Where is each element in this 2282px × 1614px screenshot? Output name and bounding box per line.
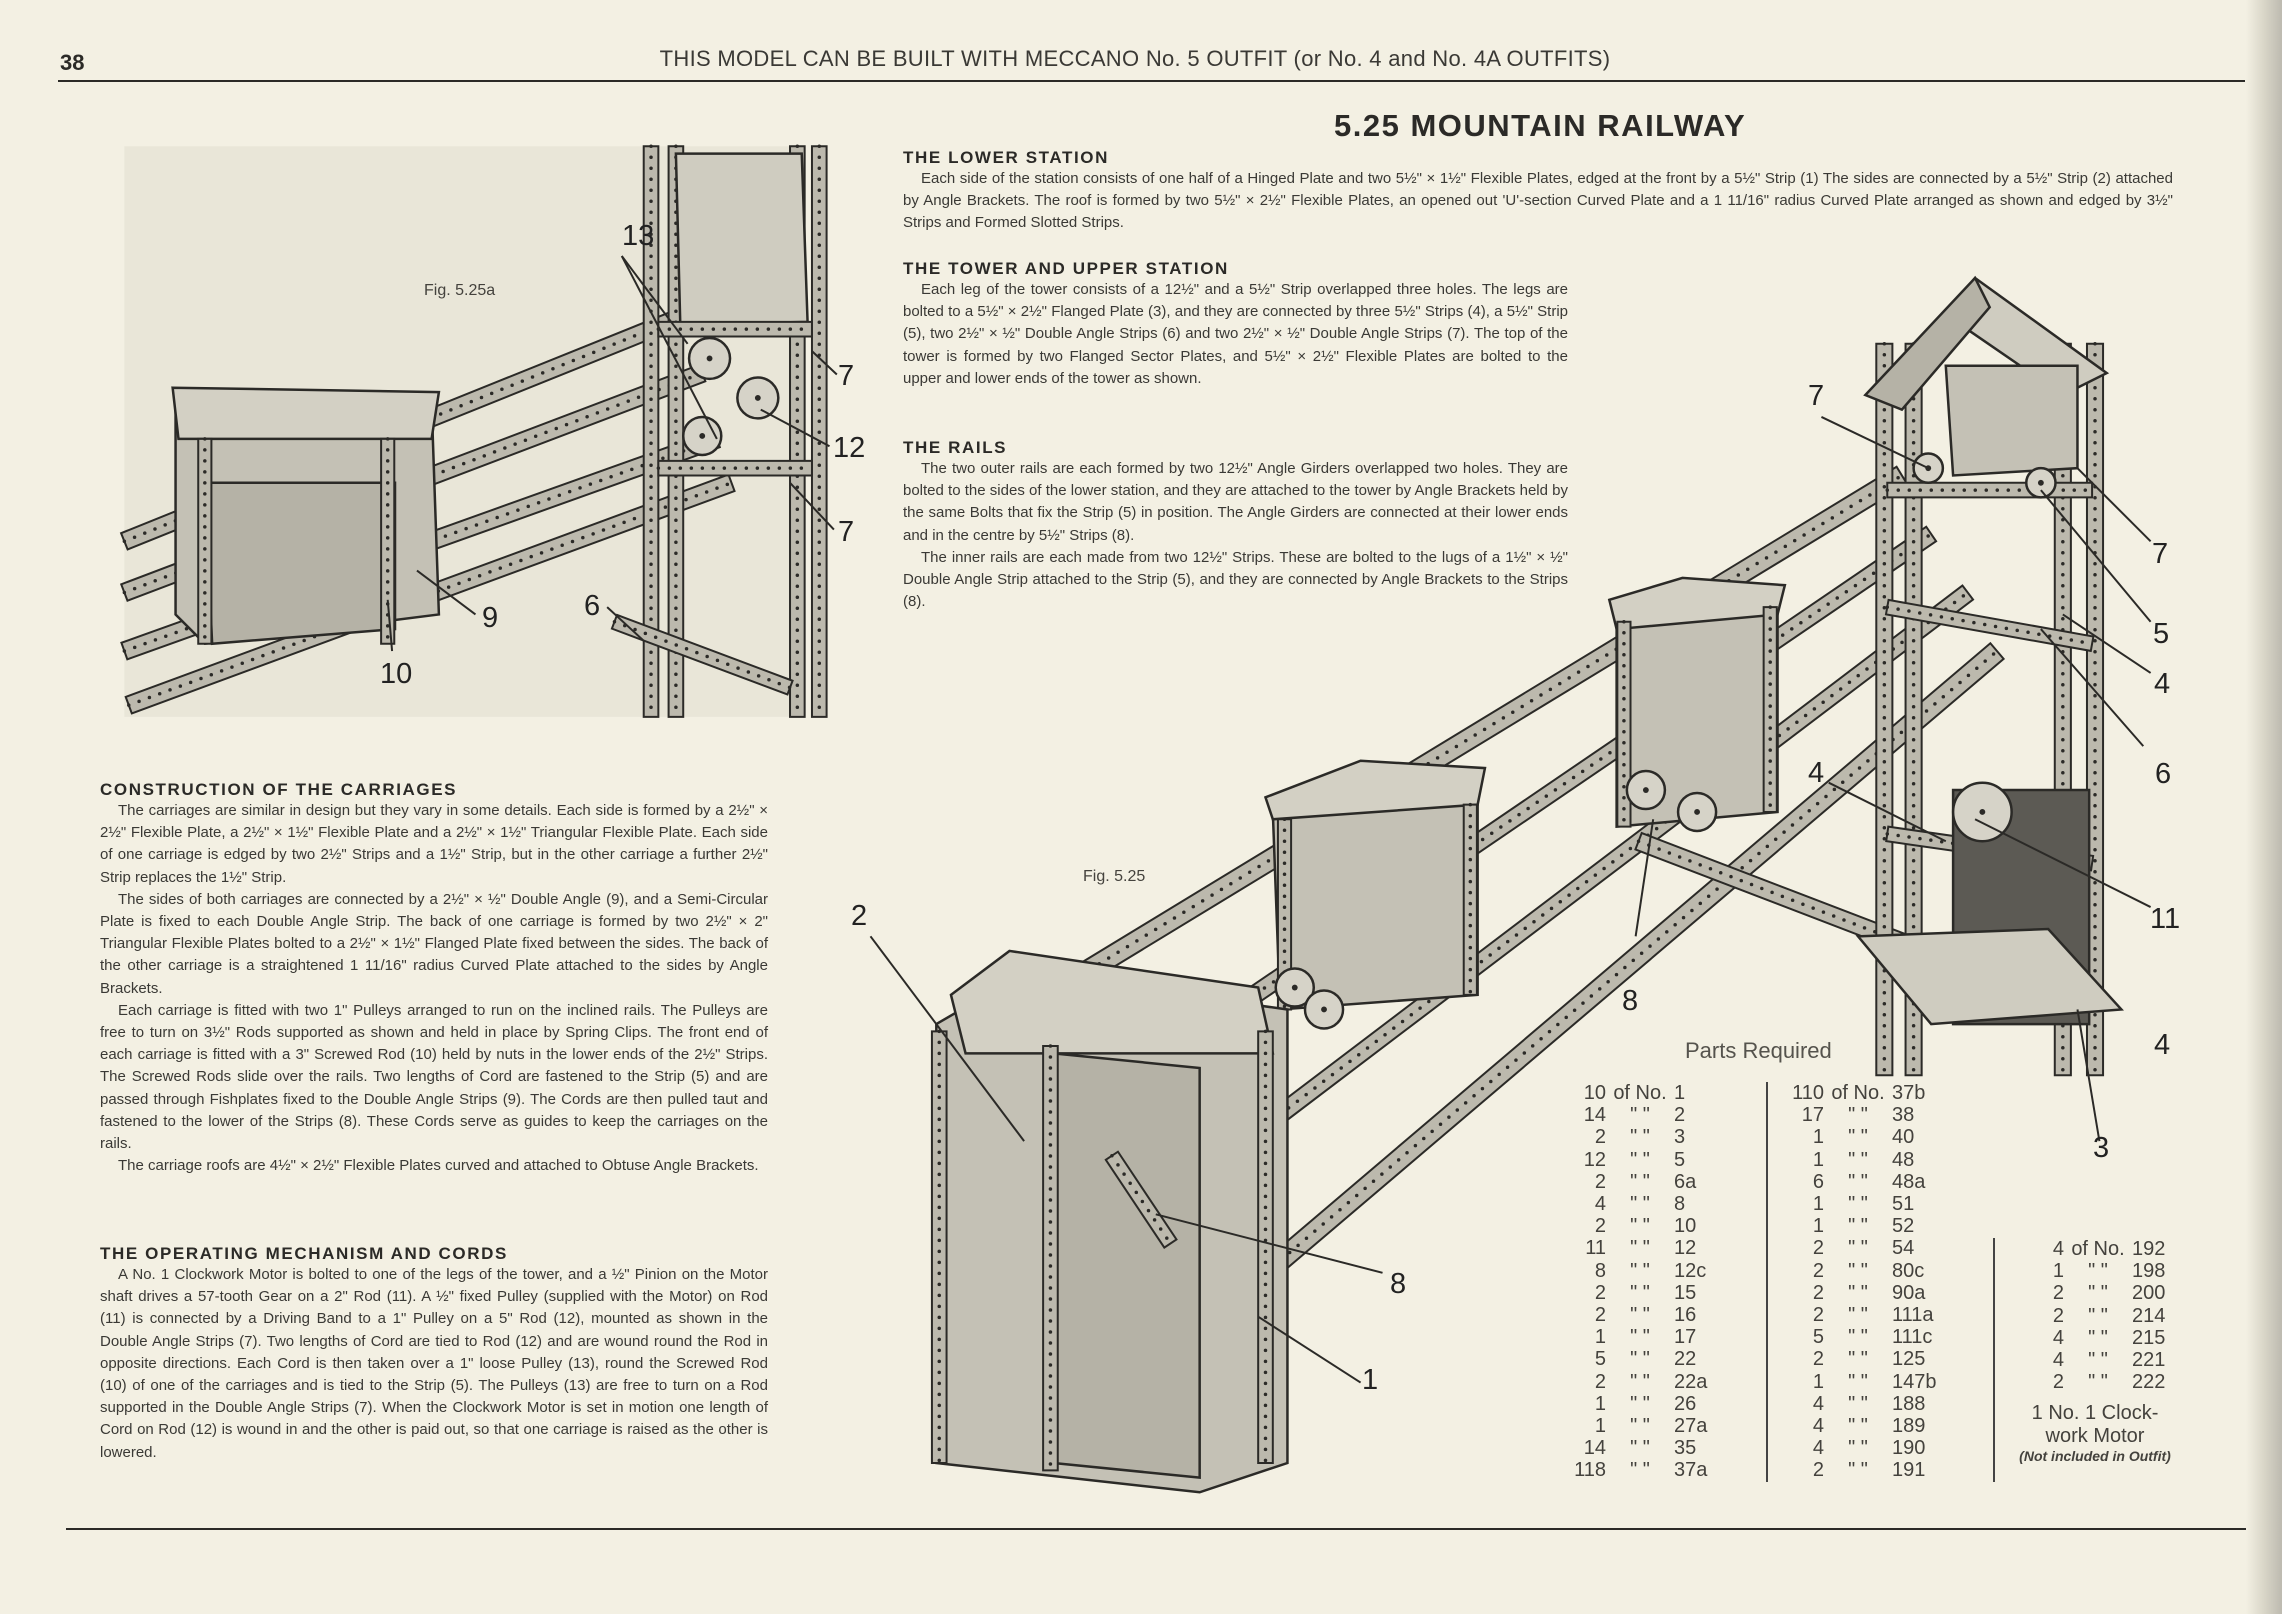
part-quantity: 14 <box>1583 1437 1606 1460</box>
part-quantity: 1 <box>1812 1215 1824 1238</box>
strip-1 <box>1043 1046 1058 1470</box>
section-lower-station <box>903 148 2173 235</box>
fig-main-callout: 7 <box>1808 380 1825 412</box>
part-of-label: " " <box>1630 1148 1650 1171</box>
pulley-boss <box>699 433 705 439</box>
parts-row <box>1572 1149 1728 1171</box>
parts-row <box>1572 1415 1728 1437</box>
not-included-note: (Not included in Outfit) <box>2019 1448 2171 1464</box>
running-header: THIS MODEL CAN BE BUILT WITH MECCANO No. 5 OUTFIT (or No. 4 and No. 4A OUTFITS) <box>659 46 1611 71</box>
paragraph: A No. 1 Clockwork Motor is bolted to one of the legs of the tower, and a ½" Pinion on the Motor shaft drives a 57-tooth Gear on a 2" Rod (11). A ½" fixed Pulley (supplied with the Motor) on Rod (11) is connected by a Driving Band to a 1" Pulley on a 5" Rod (12), mounted as shown in the Double Angle Strips (7). Two lengths of Cord are tied to Rod (12) and are wound round the Rod in opposite directions. Each Cord is then taken over a 1" loose Pulley (13), round the Screwed Rod (10) of one of the carriages and is tied to the Strip (5). The Pulleys (13) are free to turn on a Rod supported in the Double Angle Strips (7). When the Clockwork Motor is set in motion one length of Cord on Rod (12) is wound in and the other is paid out, so that one carriage is raised as the other is lowered. <box>100 1266 768 1461</box>
part-quantity: 110 <box>1792 1082 1824 1104</box>
part-number: 111a <box>1892 1304 1934 1327</box>
parts-row <box>1790 1149 1946 1171</box>
part-number: 1 <box>1674 1082 1686 1104</box>
part-number: 214 <box>2132 1304 2166 1327</box>
page-number: 38 <box>60 50 85 75</box>
part-number: 27a <box>1674 1415 1708 1438</box>
parts-row <box>1572 1304 1728 1326</box>
parts-row <box>1790 1459 1946 1481</box>
figure-caption-a: Fig. 5.25a <box>424 282 496 299</box>
parts-row <box>2030 1327 2186 1349</box>
part-of-label: " " <box>1630 1304 1650 1327</box>
part-quantity: 2 <box>2052 1371 2064 1394</box>
fig-a-callout: 9 <box>482 602 499 634</box>
part-number: 26 <box>1674 1392 1697 1415</box>
fig-main-callout: 4 <box>2154 1029 2171 1061</box>
fig-a-callout: 13 <box>622 220 655 252</box>
part-number: 8 <box>1674 1193 1686 1216</box>
pulley-boss <box>1292 985 1298 991</box>
part-number: 10 <box>1674 1215 1697 1238</box>
part-number: 192 <box>2132 1238 2166 1260</box>
carriage-strip <box>381 439 394 644</box>
fig-main-callout: 4 <box>1808 757 1825 789</box>
part-quantity: 2 <box>2052 1282 2064 1305</box>
carriage-panel <box>205 483 395 644</box>
part-of-label: " " <box>1848 1281 1868 1304</box>
section-heading: CONSTRUCTION OF THE CARRIAGES <box>100 780 458 799</box>
parts-row <box>1790 1126 1946 1148</box>
part-quantity: 4 <box>1812 1415 1824 1438</box>
pulley-boss <box>1321 1007 1327 1013</box>
fig-main-callout: 4 <box>2154 668 2171 700</box>
carriage-strip <box>198 439 211 644</box>
parts-column-1 <box>1572 1082 1728 1482</box>
parts-row <box>1572 1104 1728 1126</box>
part-of-label: " " <box>1630 1259 1650 1282</box>
part-number: 12c <box>1674 1259 1707 1282</box>
paragraph: Each leg of the tower consists of a 12½" and a 5½" Strip overlapped three holes. The legs are bolted to a 5½" × 2½" Flanged Plate (3), and they are connected by three 5½" Strips (4), a 5½" Strip (5), two 2½" × ½" Double Angle Strips (6) and two 2½" × ½" Double Angle Strips (7). The top of the tower is formed by two Flanged Sector Plates, and 5½" × 2½" Flexible Plates are bolted to the upper and lower ends of the tower as shown. <box>903 281 1568 387</box>
section-mechanism <box>100 1244 768 1464</box>
part-quantity: 10 <box>1583 1082 1606 1104</box>
part-of-label: " " <box>2088 1260 2108 1283</box>
page-title: 5.25 MOUNTAIN RAILWAY <box>1334 108 1747 143</box>
parts-row <box>1790 1082 1946 1104</box>
section-heading: THE RAILS <box>903 438 1008 457</box>
parts-row <box>1572 1459 1728 1481</box>
parts-row <box>1572 1437 1728 1459</box>
part-quantity: 2 <box>1594 1215 1606 1238</box>
part-number: 90a <box>1892 1281 1926 1304</box>
parts-row <box>1572 1193 1728 1215</box>
strip-5 <box>1887 483 2092 498</box>
parts-row <box>1790 1193 1946 1215</box>
part-of-label: " " <box>2088 1326 2108 1349</box>
fig-a-callout: 6 <box>584 590 601 622</box>
footer-rule <box>66 1528 2246 1530</box>
part-number: 22 <box>1674 1348 1697 1371</box>
part-number: 52 <box>1892 1215 1915 1238</box>
parts-row <box>1572 1237 1728 1259</box>
part-number: 22a <box>1674 1370 1708 1393</box>
figure-caption-main: Fig. 5.25 <box>1083 868 1146 885</box>
pulley-boss <box>755 395 761 401</box>
part-quantity: 5 <box>1812 1326 1824 1349</box>
tower-top-plate <box>676 154 808 325</box>
parts-row <box>2030 1349 2186 1371</box>
part-quantity: 1 <box>1594 1392 1606 1415</box>
part-of-label: " " <box>2088 1282 2108 1305</box>
part-quantity: 2 <box>1812 1348 1824 1371</box>
part-of-label: " " <box>1848 1170 1868 1193</box>
part-number: 38 <box>1892 1104 1915 1127</box>
part-quantity: 2 <box>1594 1126 1606 1149</box>
part-number: 111c <box>1892 1326 1933 1349</box>
part-of-label: " " <box>1630 1170 1650 1193</box>
part-of-label: " " <box>1848 1193 1868 1216</box>
part-quantity: 2 <box>2052 1304 2064 1327</box>
page-binding-shadow <box>2246 0 2282 1614</box>
part-number: 125 <box>1892 1348 1926 1371</box>
part-number: 37b <box>1892 1082 1926 1104</box>
parts-title: Parts Required <box>1685 1038 1832 1063</box>
part-of-label: " " <box>1630 1326 1650 1349</box>
part-quantity: 6 <box>1812 1170 1824 1193</box>
parts-row <box>1572 1126 1728 1148</box>
part-number: 48a <box>1892 1170 1926 1193</box>
part-of-label: " " <box>1848 1437 1868 1460</box>
paragraph: The carriages are similar in design but they vary in some details. Each side is formed by a 2½" × 2½" Flexible Plate, a 2½" × 1½" Flexible Plate and a 2½" × 1½" Triangular Flexible Plate. Each side of one carriage is edged by two 2½" Strips and a 1½" Strip, but in the other carriage a further 2½" Strip replaces the 1½" Strip. <box>100 802 768 886</box>
parts-row <box>1572 1171 1728 1193</box>
fig-main-callout: 8 <box>1622 985 1639 1017</box>
fig-main-callout: 2 <box>851 900 868 932</box>
parts-row <box>1790 1237 1946 1259</box>
part-of-label: " " <box>1848 1304 1868 1327</box>
parts-row <box>1572 1371 1728 1393</box>
lower-station-roof <box>951 951 1273 1053</box>
part-quantity: 1 <box>1812 1370 1824 1393</box>
part-quantity: 2 <box>1812 1237 1824 1260</box>
part-quantity: 4 <box>1594 1193 1606 1216</box>
part-of-label: " " <box>1630 1459 1650 1482</box>
part-of-label: " " <box>1630 1237 1650 1260</box>
paragraph: The two outer rails are each formed by two 12½" Angle Girders overlapped two holes. They are bolted to the sides of the lower station, and they are attached to the tower by Angle Brackets held by the same Bolts that fix the Strip (5) in position. The Angle Girders are connected at their lower ends and in the centre by 5½" Strips (8). <box>903 460 1568 544</box>
header-rule <box>58 80 2245 82</box>
parts-row <box>1790 1348 1946 1370</box>
column-divider <box>1766 1082 1768 1482</box>
lower-station-panel <box>1053 1053 1199 1477</box>
parts-row <box>1572 1215 1728 1237</box>
part-quantity: 2 <box>1812 1459 1824 1482</box>
section-carriages <box>100 780 768 1177</box>
part-number: 2 <box>1674 1104 1686 1127</box>
section-heading: THE TOWER AND UPPER STATION <box>903 259 1229 278</box>
part-number: 189 <box>1892 1415 1926 1438</box>
part-of-label: " " <box>1848 1348 1868 1371</box>
part-number: 188 <box>1892 1392 1926 1415</box>
part-number: 147b <box>1892 1370 1937 1393</box>
fig-main-callout: 3 <box>2093 1132 2110 1164</box>
section-heading: THE LOWER STATION <box>903 148 1109 167</box>
part-of-label: " " <box>1630 1126 1650 1149</box>
fig-a-callout: 12 <box>833 432 866 464</box>
part-of-label: " " <box>1848 1126 1868 1149</box>
fig-main-callout: 6 <box>2155 758 2172 790</box>
part-of-label: " " <box>1630 1437 1650 1460</box>
part-of-label: " " <box>1630 1415 1650 1438</box>
parts-row <box>2030 1238 2186 1260</box>
part-of-label: " " <box>1630 1104 1650 1127</box>
section-tower <box>903 259 1568 390</box>
parts-row <box>1790 1104 1946 1126</box>
fig-main-callout: 7 <box>2152 538 2169 570</box>
part-quantity: 12 <box>1583 1148 1606 1171</box>
part-quantity: 2 <box>1594 1281 1606 1304</box>
part-number: 215 <box>2132 1326 2166 1349</box>
part-quantity: 2 <box>1812 1281 1824 1304</box>
fig-main-callout: 1 <box>1362 1364 1379 1396</box>
part-number: 5 <box>1674 1148 1686 1171</box>
motor-note <box>2010 1402 2180 1464</box>
part-number: 221 <box>2132 1349 2166 1372</box>
parts-row <box>1572 1326 1728 1348</box>
part-quantity: 118 <box>1574 1459 1606 1482</box>
column-divider <box>1993 1238 1995 1482</box>
part-quantity: 2 <box>1594 1304 1606 1327</box>
parts-column-3 <box>2030 1238 2186 1393</box>
part-number: 200 <box>2132 1282 2166 1305</box>
part-number: 35 <box>1674 1437 1697 1460</box>
part-number: 37a <box>1674 1459 1708 1482</box>
parts-row <box>1790 1171 1946 1193</box>
part-quantity: 5 <box>1594 1348 1606 1371</box>
parts-row <box>2030 1260 2186 1282</box>
part-quantity: 11 <box>1585 1237 1606 1260</box>
pulley-boss <box>707 356 713 362</box>
part-of-label: " " <box>1630 1193 1650 1216</box>
part-of-label: " " <box>1848 1259 1868 1282</box>
parts-row <box>1572 1348 1728 1370</box>
part-number: 17 <box>1674 1326 1697 1349</box>
pulley-boss <box>2038 480 2044 486</box>
part-quantity: 2 <box>1812 1304 1824 1327</box>
part-quantity: 4 <box>1812 1437 1824 1460</box>
parts-row <box>1790 1393 1946 1415</box>
parts-row <box>1790 1371 1946 1393</box>
parts-row <box>1572 1082 1728 1104</box>
paragraph: Each carriage is fitted with two 1" Pulleys arranged to run on the inclined rails. The Pulleys are free to turn on 3½" Rods supported as shown and held in place by Spring Clips. The front end of each carriage is fitted with a 3" Screwed Rod (10) held by nuts in the lower ends of the 2½" Strips. The Screwed Rods slide over the rails. Two lengths of Cord are fastened to the Strip (5) and are passed through Fishplates fixed to the Double Angle Strips (9). The Cords are then pulled taut and fastened to the lower of the Strips (8). These Cords serve as guides to keep the carriages on the rails. <box>100 1001 768 1153</box>
fig-main-callout: 8 <box>1390 1268 1407 1300</box>
parts-row <box>1790 1282 1946 1304</box>
part-quantity: 4 <box>2052 1238 2064 1260</box>
part-of-label: " " <box>1848 1459 1868 1482</box>
part-of-label: " " <box>1848 1326 1868 1349</box>
part-of-label: " " <box>1848 1215 1868 1238</box>
part-quantity: 2 <box>1812 1259 1824 1282</box>
part-of-label: " " <box>1848 1237 1868 1260</box>
parts-row <box>2030 1371 2186 1393</box>
part-of-label: of No. <box>1613 1082 1667 1104</box>
paragraph: The inner rails are each made from two 12½" Strips. These are bolted to the lugs of a 1½" × ½" Double Angle Strip attached to the Strip (5), and they are connected by Angle Brackets to the Strips (8). <box>903 548 1568 611</box>
carriage-strip <box>1464 805 1477 995</box>
section-rails <box>903 438 1568 613</box>
part-number: 48 <box>1892 1148 1915 1171</box>
part-quantity: 4 <box>2052 1326 2064 1349</box>
pulley-boss <box>1694 809 1700 815</box>
motor-line: 1 No. 1 Clock- <box>2031 1402 2159 1424</box>
part-number: 3 <box>1674 1126 1686 1149</box>
part-of-label: " " <box>2088 1349 2108 1372</box>
part-of-label: " " <box>1630 1215 1650 1238</box>
part-number: 16 <box>1674 1304 1697 1327</box>
parts-row <box>1572 1282 1728 1304</box>
part-number: 190 <box>1892 1437 1926 1460</box>
fig-main-callout: 11 <box>2150 903 2181 935</box>
part-number: 12 <box>1674 1237 1697 1260</box>
part-of-label: " " <box>1630 1348 1650 1371</box>
part-quantity: 4 <box>2052 1349 2064 1372</box>
part-number: 6a <box>1674 1170 1697 1193</box>
upper-station-plate <box>1946 366 2078 476</box>
motor-line: work Motor <box>2045 1425 2145 1447</box>
part-of-label: " " <box>1630 1370 1650 1393</box>
parts-row <box>1790 1437 1946 1459</box>
parts-column-2 <box>1790 1082 1946 1482</box>
part-number: 80c <box>1892 1259 1925 1282</box>
part-number: 15 <box>1674 1281 1697 1304</box>
part-quantity: 1 <box>2052 1260 2064 1283</box>
parts-row <box>1790 1215 1946 1237</box>
parts-row <box>1572 1393 1728 1415</box>
part-of-label: " " <box>1848 1392 1868 1415</box>
fig-a-callout: 7 <box>838 360 855 392</box>
part-number: 51 <box>1892 1193 1915 1216</box>
part-of-label: " " <box>2088 1304 2108 1327</box>
part-quantity: 1 <box>1812 1126 1824 1149</box>
part-number: 40 <box>1892 1126 1915 1149</box>
part-number: 191 <box>1892 1459 1926 1482</box>
fig-a-callout: 10 <box>380 658 413 690</box>
part-of-label: of No. <box>1831 1082 1885 1104</box>
parts-row <box>1790 1326 1946 1348</box>
parts-row <box>2030 1305 2186 1327</box>
part-quantity: 2 <box>1594 1170 1606 1193</box>
part-quantity: 4 <box>1812 1392 1824 1415</box>
part-of-label: " " <box>1848 1370 1868 1393</box>
part-quantity: 1 <box>1812 1148 1824 1171</box>
part-quantity: 1 <box>1812 1193 1824 1216</box>
parts-row <box>1790 1415 1946 1437</box>
part-of-label: " " <box>1848 1148 1868 1171</box>
paragraph: The sides of both carriages are connected by a 2½" × ½" Double Angle (9), and a Semi-Circular Plate is fixed to each Double Angle Strip. The back of one carriage is formed by two 2½" × 2" Triangular Flexible Plates bolted to a 2½" × 1½" Flanged Plate fixed between the sides. The back of the other carriage is a straightened 1 11/16" radius Curved Plate attached to the sides by Angle Brackets. <box>100 890 768 997</box>
pulley-boss <box>1979 809 1985 815</box>
parts-row <box>1790 1260 1946 1282</box>
parts-row <box>1572 1260 1728 1282</box>
part-of-label: " " <box>2088 1371 2108 1394</box>
part-quantity: 8 <box>1594 1259 1606 1282</box>
part-of-label: " " <box>1630 1392 1650 1415</box>
parts-row <box>1790 1304 1946 1326</box>
section-heading: THE OPERATING MECHANISM AND CORDS <box>100 1244 508 1263</box>
part-number: 222 <box>2132 1371 2166 1394</box>
part-quantity: 14 <box>1583 1104 1606 1127</box>
paragraph: Each side of the station consists of one half of a Hinged Plate and two 5½" × 1½" Flexible Plates, edged at the front by a 5½" Strip (1) The sides are connected by a 5½" Strip (2) attached by Angle Brackets. The roof is formed by two 5½" × 2½" Flexible Plates, an opened out 'U'-section Curved Plate and a 1 11/16" radius Curved Plate arranged as shown and edged by 3½" Strips and Formed Slotted Strips. <box>903 170 2173 232</box>
part-number: 54 <box>1892 1237 1915 1260</box>
part-quantity: 2 <box>1594 1370 1606 1393</box>
paragraph: The carriage roofs are 4½" × 2½" Flexible Plates curved and attached to Obtuse Angle Brackets. <box>118 1157 759 1175</box>
part-of-label: " " <box>1848 1104 1868 1127</box>
part-of-label: " " <box>1848 1415 1868 1438</box>
parts-row <box>2030 1282 2186 1304</box>
part-number: 198 <box>2132 1260 2166 1283</box>
pulley-boss <box>1643 787 1649 793</box>
fig-a-callout: 7 <box>838 516 855 548</box>
carriage-strip <box>1764 607 1777 812</box>
part-of-label: of No. <box>2071 1238 2125 1260</box>
carriage-roof <box>173 388 439 439</box>
part-quantity: 17 <box>1801 1104 1824 1127</box>
part-quantity: 1 <box>1594 1326 1606 1349</box>
part-of-label: " " <box>1630 1281 1650 1304</box>
part-quantity: 1 <box>1594 1415 1606 1438</box>
fig-main-callout: 5 <box>2153 618 2170 650</box>
